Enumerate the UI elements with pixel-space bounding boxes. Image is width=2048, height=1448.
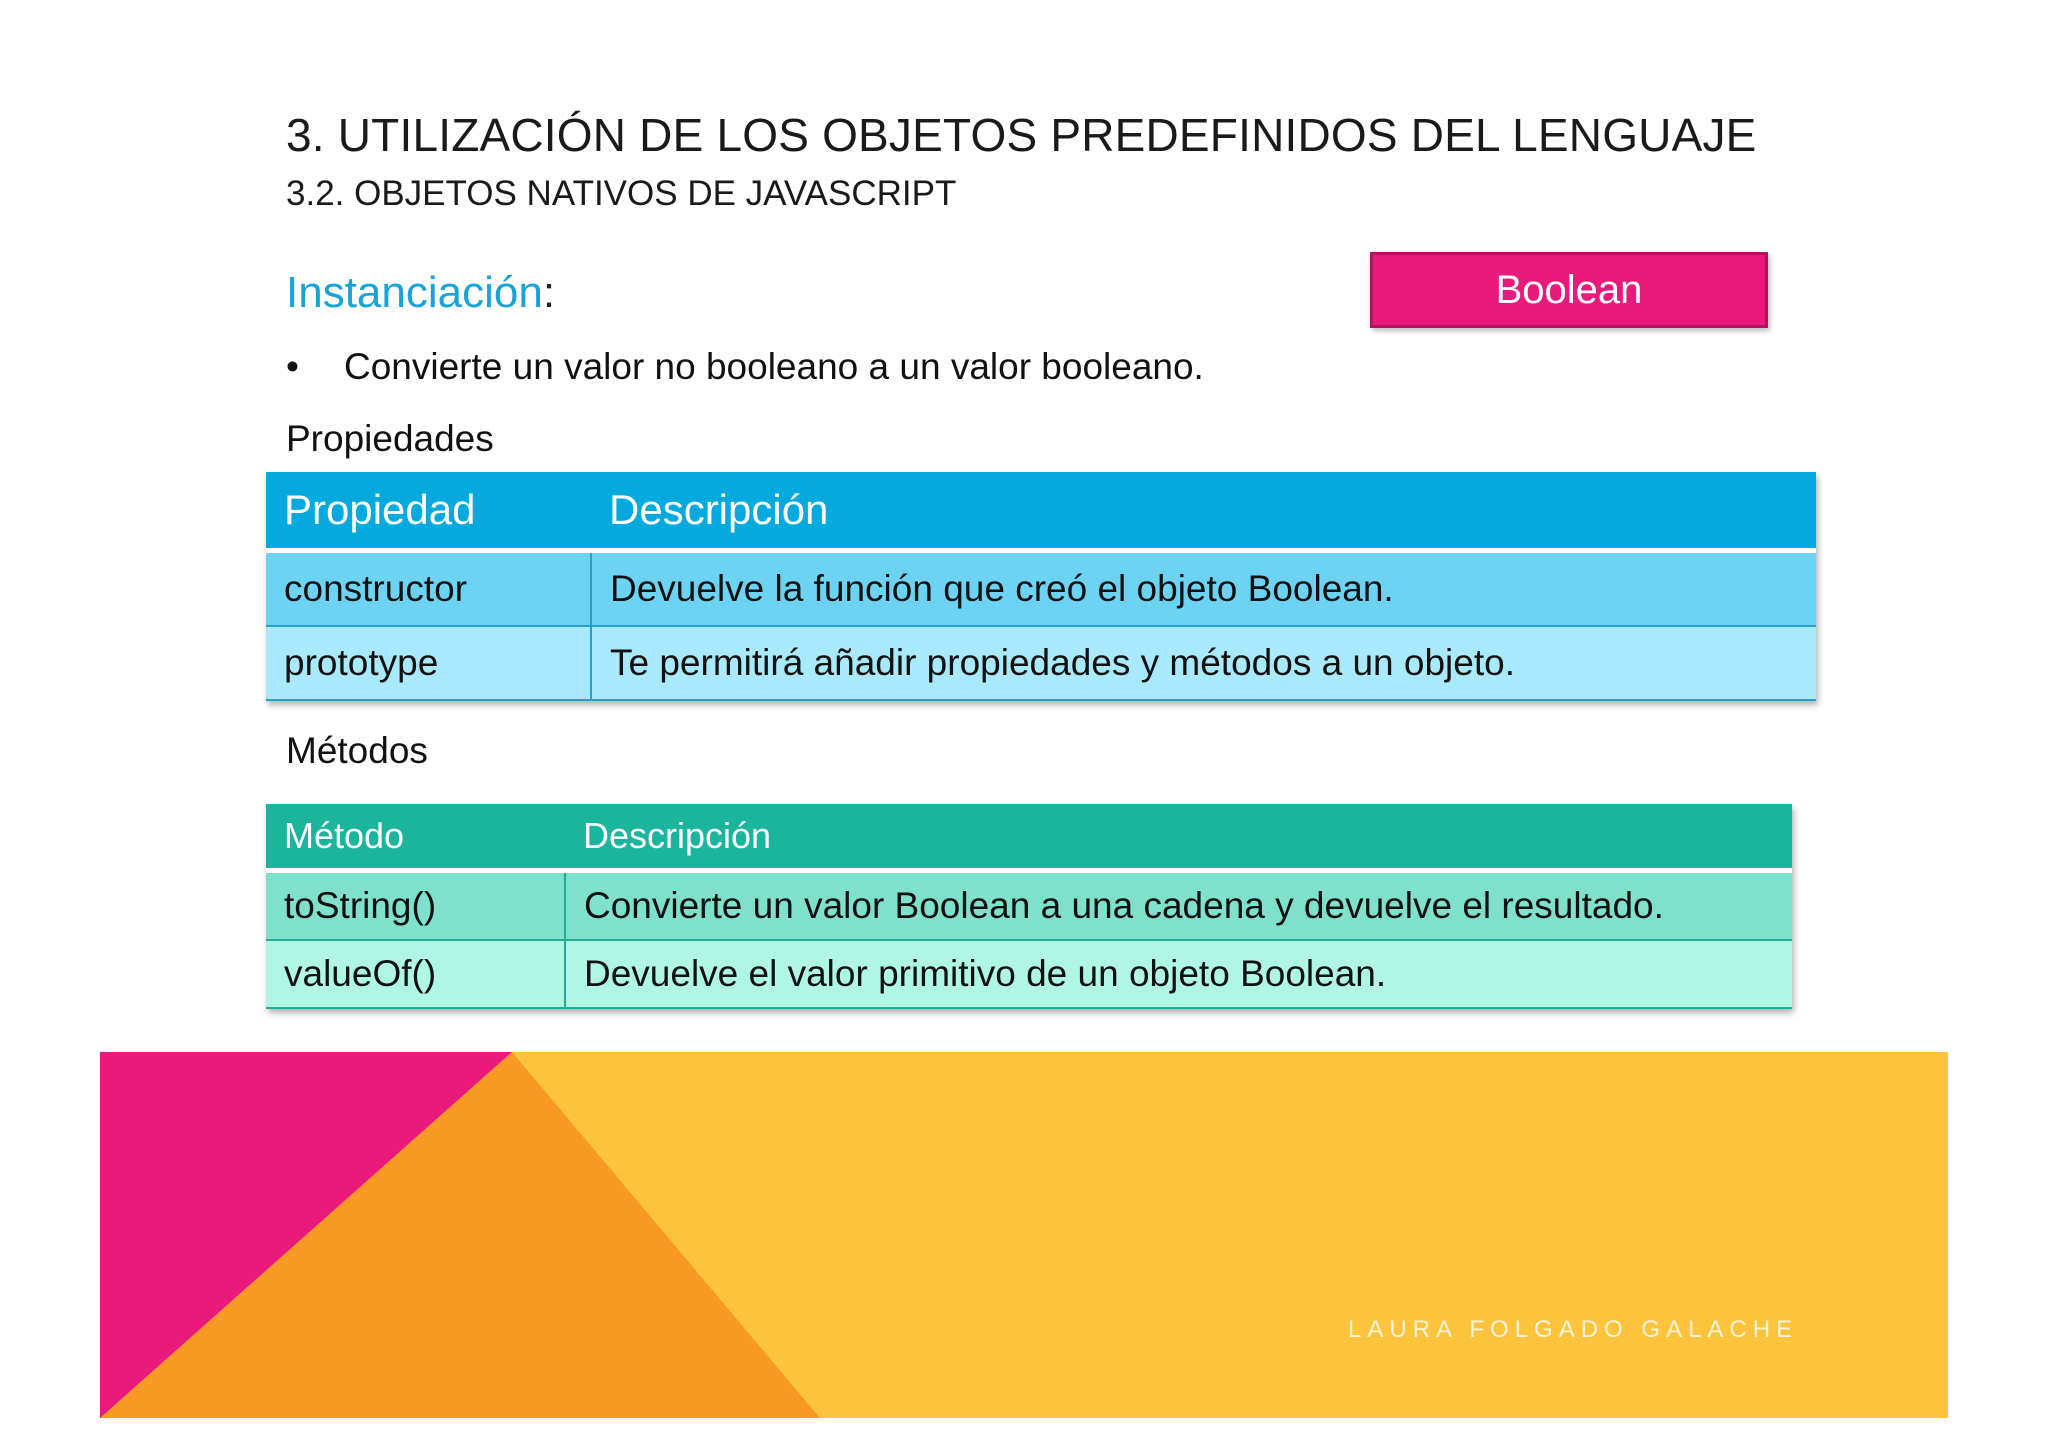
table-cell: Devuelve el valor primitivo de un objeto Boolean. — [565, 940, 1792, 1008]
bullet-text: Convierte un valor no booleano a un valor booleano. — [344, 346, 1204, 387]
table-row — [266, 551, 1816, 627]
methods-table — [266, 804, 1792, 1009]
table-cell: prototype — [266, 626, 591, 700]
table-header-cell: Método — [266, 804, 565, 871]
properties-table — [266, 472, 1816, 701]
table-header-row — [266, 472, 1816, 551]
properties-heading: Propiedades — [286, 418, 494, 459]
author-name: LAURA FOLGADO GALACHE — [1348, 1316, 1799, 1343]
section-label-text: Instanciación — [286, 268, 543, 317]
table-row — [266, 871, 1792, 941]
slide-subtitle: 3.2. OBJETOS NATIVOS DE JAVASCRIPT — [286, 174, 957, 213]
table-cell: valueOf() — [266, 940, 565, 1008]
bullet-item — [286, 346, 1204, 388]
footer-decoration — [100, 1052, 1948, 1418]
slide-title: 3. UTILIZACIÓN DE LOS OBJETOS PREDEFINIDOS DEL LENGUAJE — [286, 109, 1757, 161]
table-cell: Devuelve la función que creó el objeto Boolean. — [591, 551, 1816, 627]
table-header-cell: Propiedad — [266, 472, 591, 551]
table-cell: Te permitirá añadir propiedades y métodos a un objeto. — [591, 626, 1816, 700]
section-label-colon: : — [542, 268, 556, 317]
section-label — [286, 268, 555, 318]
methods-heading: Métodos — [286, 730, 428, 771]
table-cell: toString() — [266, 871, 565, 941]
table-row — [266, 940, 1792, 1008]
table-cell: Convierte un valor Boolean a una cadena y devuelve el resultado. — [565, 871, 1792, 941]
table-cell: constructor — [266, 551, 591, 627]
bullet-icon: • — [286, 346, 299, 387]
table-header-cell: Descripción — [591, 472, 1816, 551]
boolean-badge: Boolean — [1370, 252, 1768, 328]
table-row — [266, 626, 1816, 700]
table-header-cell: Descripción — [565, 804, 1792, 871]
table-header-row — [266, 804, 1792, 871]
